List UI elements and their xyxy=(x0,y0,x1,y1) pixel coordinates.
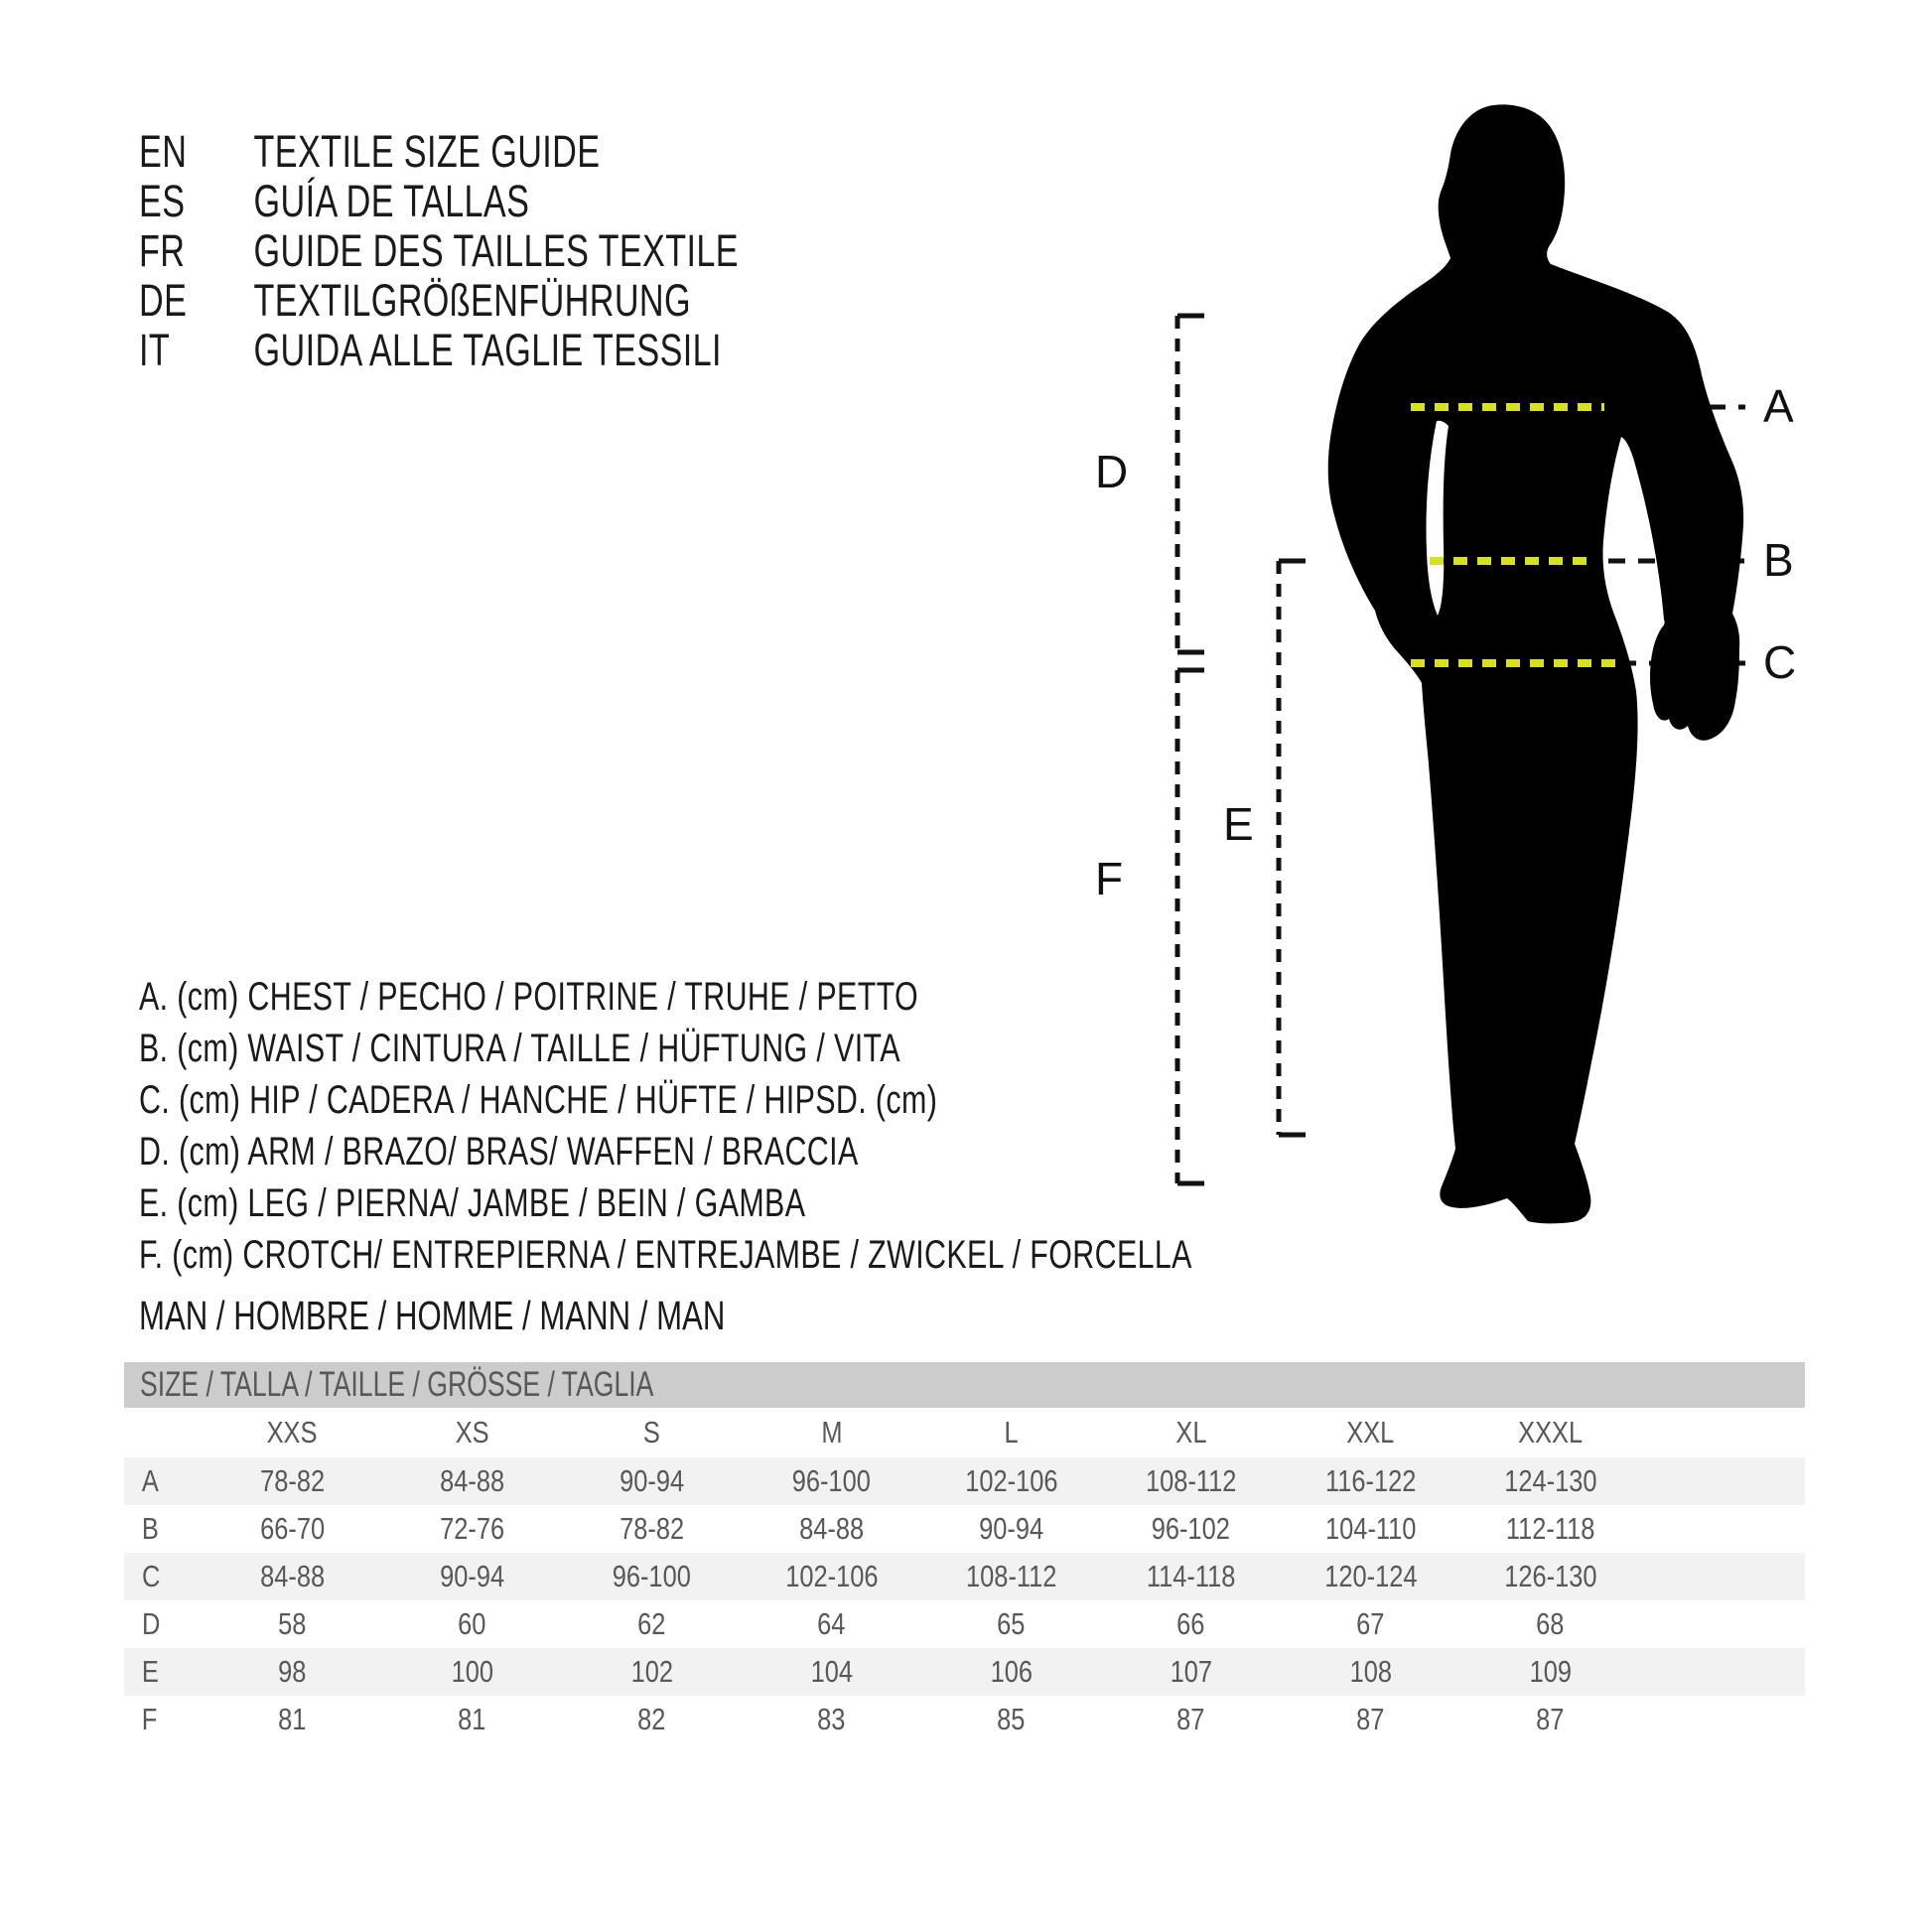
cell-value: 108-112 xyxy=(965,1559,1057,1593)
title-text-es: GUÍA DE TALLAS xyxy=(253,176,530,226)
cell-value: 83 xyxy=(817,1702,846,1736)
cell-value: 108-112 xyxy=(1145,1463,1237,1498)
cell-value: 81 xyxy=(458,1702,486,1736)
table-row-crotch xyxy=(124,1696,1805,1743)
marker-label-arm: D xyxy=(1095,446,1129,497)
row-label: B xyxy=(141,1511,159,1546)
legend-line-hip: C. (cm) HIP / CADERA / HANCHE / HÜFTE / HIPSD. (cm) xyxy=(139,1077,938,1122)
cell-value: 96-102 xyxy=(1151,1511,1231,1546)
cell-value: 96-100 xyxy=(612,1559,692,1593)
column-header-xs: XS xyxy=(455,1415,489,1449)
cell-value: 60 xyxy=(458,1606,486,1641)
marker-label-crotch: F xyxy=(1095,853,1124,904)
cell-value: 66-70 xyxy=(259,1511,326,1546)
column-header-l: L xyxy=(1004,1415,1019,1449)
title-text-fr: GUIDE DES TAILLES TEXTILE xyxy=(253,225,739,276)
lang-code-en: EN xyxy=(139,126,188,177)
cell-value: 87 xyxy=(1536,1702,1565,1736)
cell-value: 98 xyxy=(278,1654,307,1689)
legend-line-crotch: F. (cm) CROTCH/ ENTREPIERNA / ENTREJAMBE / ZWICKEL / FORCELLA xyxy=(139,1232,1192,1277)
lang-code-es: ES xyxy=(139,176,186,226)
cell-value: 107 xyxy=(1170,1654,1212,1689)
cell-value: 102 xyxy=(630,1654,673,1689)
cell-value: 78-82 xyxy=(619,1511,685,1546)
column-header-xxxl: XXXL xyxy=(1517,1415,1584,1449)
gender-line xyxy=(139,1291,910,1340)
marker-label-leg: E xyxy=(1223,798,1254,850)
lang-code-fr: FR xyxy=(139,225,186,276)
cell-value: 90-94 xyxy=(439,1559,505,1593)
size-table-title: SIZE / TALLA / TAILLE / GRÖSSE / TAGLIA xyxy=(140,1365,654,1404)
table-row-leg xyxy=(124,1648,1805,1696)
column-header-xxl: XXL xyxy=(1346,1415,1395,1449)
cell-value: 112-118 xyxy=(1505,1511,1595,1546)
cell-value: 102-106 xyxy=(964,1463,1058,1498)
table-row-arm xyxy=(124,1600,1805,1648)
cell-value: 87 xyxy=(1356,1702,1385,1736)
cell-value: 85 xyxy=(997,1702,1026,1736)
cell-value: 100 xyxy=(451,1654,493,1689)
cell-value: 67 xyxy=(1356,1606,1385,1641)
row-label: E xyxy=(141,1654,159,1689)
cell-value: 106 xyxy=(990,1654,1033,1689)
marker-label-waist: B xyxy=(1763,534,1794,586)
measurement-legend xyxy=(139,971,1525,1281)
cell-value: 90-94 xyxy=(619,1463,685,1498)
title-text-en: TEXTILE SIZE GUIDE xyxy=(253,126,601,177)
gender-line-text: MAN / HOMBRE / HOMME / MANN / MAN xyxy=(139,1292,726,1338)
legend-line-arm: D. (cm) ARM / BRAZO/ BRAS/ WAFFEN / BRACCIA xyxy=(139,1129,859,1173)
table-row-waist xyxy=(124,1505,1805,1553)
cell-value: 96-100 xyxy=(791,1463,872,1498)
title-row-it xyxy=(139,326,928,375)
cell-value: 120-124 xyxy=(1323,1559,1418,1593)
size-table xyxy=(124,1362,1805,1743)
cell-value: 87 xyxy=(1176,1702,1205,1736)
column-header-s: S xyxy=(643,1415,660,1449)
cell-value: 66 xyxy=(1176,1606,1205,1641)
column-header-xl: XL xyxy=(1174,1415,1207,1449)
table-row-hip xyxy=(124,1553,1805,1600)
cell-value: 68 xyxy=(1536,1606,1565,1641)
title-row-fr xyxy=(139,226,928,276)
cell-value: 72-76 xyxy=(439,1511,505,1546)
title-row-de xyxy=(139,276,928,326)
legend-line-chest: A. (cm) CHEST / PECHO / POITRINE / TRUHE / PETTO xyxy=(139,974,919,1019)
cell-value: 104 xyxy=(810,1654,853,1689)
cell-value: 126-130 xyxy=(1503,1559,1597,1593)
cell-value: 104-110 xyxy=(1324,1511,1417,1546)
cell-value: 102-106 xyxy=(784,1559,879,1593)
cell-value: 84-88 xyxy=(259,1559,326,1593)
marker-label-hip: C xyxy=(1763,636,1797,688)
legend-line-waist: B. (cm) WAIST / CINTURA / TAILLE / HÜFTUNG / VITA xyxy=(139,1026,900,1070)
column-header-xxs: XXS xyxy=(267,1415,318,1449)
cell-value: 58 xyxy=(278,1606,307,1641)
cell-value: 64 xyxy=(817,1606,846,1641)
row-label: D xyxy=(142,1606,161,1641)
cell-value: 114-118 xyxy=(1146,1559,1236,1593)
marker-label-chest: A xyxy=(1763,380,1794,432)
row-label: A xyxy=(141,1463,159,1498)
cell-value: 81 xyxy=(278,1702,307,1736)
size-table-column-headers xyxy=(124,1408,1805,1457)
cell-value: 84-88 xyxy=(798,1511,865,1546)
cell-value: 62 xyxy=(637,1606,666,1641)
title-row-es xyxy=(139,177,928,226)
cell-value: 109 xyxy=(1529,1654,1572,1689)
table-row-chest xyxy=(124,1457,1805,1505)
title-row-en xyxy=(139,127,928,177)
cell-value: 84-88 xyxy=(439,1463,505,1498)
size-table-header-bar xyxy=(124,1362,1805,1408)
cell-value: 108 xyxy=(1349,1654,1392,1689)
legend-line-leg: E. (cm) LEG / PIERNA/ JAMBE / BEIN / GAMBA xyxy=(139,1180,806,1225)
cell-value: 116-122 xyxy=(1324,1463,1417,1498)
row-label: C xyxy=(142,1559,161,1593)
cell-value: 90-94 xyxy=(978,1511,1044,1546)
cell-value: 124-130 xyxy=(1503,1463,1597,1498)
title-text-it: GUIDA ALLE TAGLIE TESSILI xyxy=(253,325,722,375)
cell-value: 82 xyxy=(637,1702,666,1736)
column-header-m: M xyxy=(820,1415,843,1449)
lang-code-it: IT xyxy=(139,325,171,375)
title-block xyxy=(139,127,928,375)
row-label: F xyxy=(141,1702,158,1736)
title-text-de: TEXTILGRÖßENFÜHRUNG xyxy=(253,275,691,326)
cell-value: 65 xyxy=(997,1606,1026,1641)
lang-code-de: DE xyxy=(139,275,188,326)
cell-value: 78-82 xyxy=(259,1463,326,1498)
